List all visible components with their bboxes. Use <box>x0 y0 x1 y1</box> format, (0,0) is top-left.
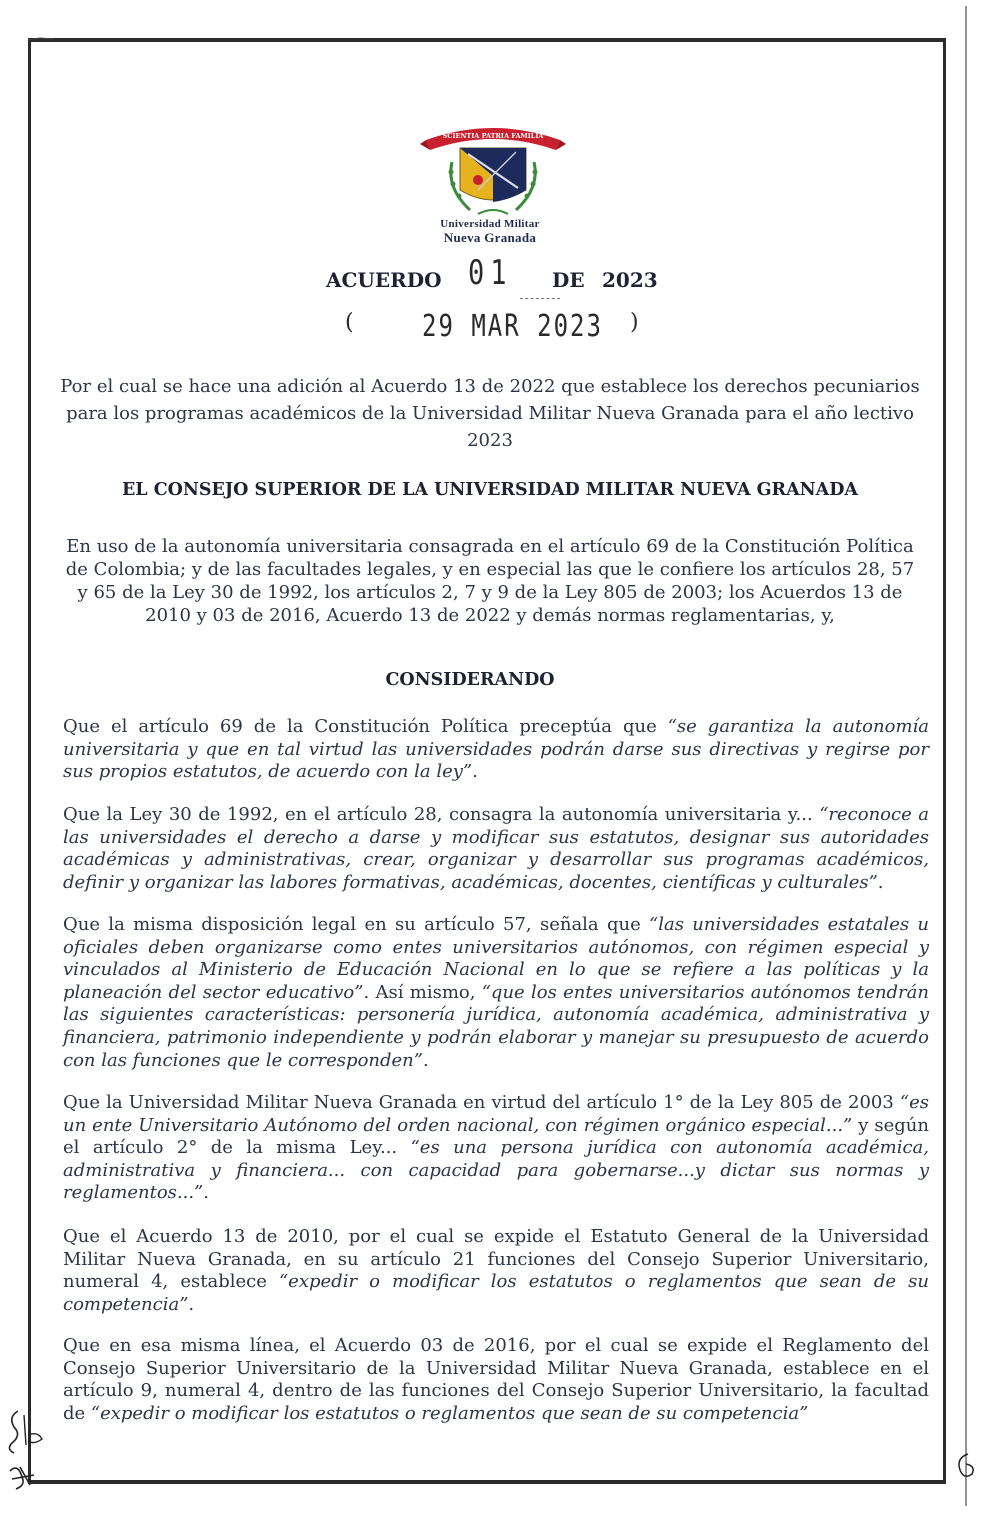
document-subject: Por el cual se hace una adición al Acuerdo 13 de 2022 que establece los derechos pecuniarios para los programas académicos de la Universidad Militar Nueva Granada para el año lectivo 2023 <box>60 376 920 451</box>
paragraph-text: Que la misma disposición legal en su artículo 57, señala que <box>63 914 650 935</box>
acuerdo-number-stamp: 01 <box>468 254 513 293</box>
paragraph-mid: y según el artículo 2° de la misma Ley... <box>63 1114 929 1159</box>
paragraph-quote: “reconoce a las universidades el derecho a darse y modificar sus estatutos, designar sus autoridades académicas y administrativas, crear, organizar y desarrollar sus programas académicos, definir y organizar las labores formativas, académicas, docentes, científicas y culturales” <box>63 804 929 893</box>
paragraph-tail: . <box>877 871 884 893</box>
paragraph-quote-2: “es una persona jurídica con autonomía académica, administrativa y financiera... con capacidad para gobernarse...y dictar sus normas y reglamentos...” <box>63 1137 929 1204</box>
paragraph-quote: “es un ente Universitario Autónomo del orden nacional, con régimen orgánico especial...” <box>63 1092 929 1136</box>
scan-mark <box>28 34 68 44</box>
paragraph-tail: . <box>472 761 478 783</box>
university-name <box>400 217 580 245</box>
university-name-line2: Nueva Granada <box>443 230 537 245</box>
paragraph-tail: . <box>422 1049 429 1071</box>
paragraph-quote: “las universidades estatales u oficiales deben organizarse como entes universitarios autónomos, con régimen especial y vinculados al Ministerio de Educación Nacional en lo que se refiere a las políticas y la planeación del sector educativo” <box>63 914 929 1003</box>
paragraph-text: Que el Acuerdo 13 de 2010, por el cual se expide el Estatuto General de la Universidad Militar Nueva Granada, en su artículo 21 funciones del Consejo Superior Universitario, numeral 4, establece <box>63 1226 929 1293</box>
paragraph-tail: . <box>203 1182 209 1204</box>
university-shield-logo <box>418 118 568 226</box>
university-name-line1: Universidad Militar <box>440 218 540 230</box>
paragraph-quote: “expedir o modificar los estatutos o reglamentos que sean de su competencia” <box>63 1271 929 1315</box>
handwritten-initials-signature <box>4 1405 46 1495</box>
date-line <box>0 308 1000 346</box>
considerando-paragraph <box>63 804 929 894</box>
date-stamp: 29 MAR 2023 <box>422 308 603 344</box>
paragraph-mid: . Así mismo, <box>363 981 482 1003</box>
acuerdo-header <box>0 254 1000 296</box>
paren-close: ) <box>630 310 639 335</box>
paragraph-text: Que en esa misma línea, el Acuerdo 03 de 2016, por el cual se expide el Reglamento del Consejo Superior Universitario de la Universidad Militar Nueva Granada, establece en el artículo 9, numeral 4, dentro de las funciones del Consejo Superior Universitario, la facultad de <box>63 1335 929 1424</box>
motto-text: SCIENTIA PATRIA FAMILIA <box>442 132 544 140</box>
paragraph-quote-2: “que los entes universitarios autónomos tendrán las siguientes características: personería jurídica, autonomía académica, administrativa y financiera, patrimonio independiente y podrán elaborar y manejar su presupuesto de acuerdo con las funciones que le corresponden” <box>63 981 929 1071</box>
considerando-paragraph <box>63 716 929 784</box>
de-label: DE <box>552 268 585 292</box>
paren-open: ( <box>345 310 354 335</box>
paragraph-text: Que el artículo 69 de la Constitución Política preceptúa que <box>63 716 668 737</box>
considerando-paragraph <box>63 1335 929 1425</box>
preamble: En uso de la autonomía universitaria consagrada en el artículo 69 de la Constitución Política de Colombia; y de las facultades legales, y en especial las que le confiere los artículos 28, 57 y 65 de la Ley 30 de 1992, los artículos 2, 7 y 9 de la Ley 805 de 2003; los Acuerdos 13 de 2010 y 03 de 2016, Acuerdo 13 de 2022 y demás normas reglamentarias, y, <box>65 536 915 626</box>
handwritten-corner-mark <box>952 1450 978 1484</box>
considerando-paragraph <box>63 1092 929 1205</box>
paragraph-text: Que la Universidad Militar Nueva Granada en virtud del artículo 1° de la Ley 805 de 2003 <box>63 1092 900 1113</box>
scan-edge-line <box>965 6 967 1506</box>
paragraph-quote: “expedir o modificar los estatutos o reglamentos que sean de su competencia” <box>90 1402 809 1424</box>
considerando-paragraph <box>63 1226 929 1316</box>
paragraph-quote: “se garantiza la autonomía universitaria y que en tal virtud las universidades podrán darse sus directivas y regirse por sus propios estatutos, de acuerdo con la ley” <box>63 716 930 783</box>
council-heading: EL CONSEJO SUPERIOR DE LA UNIVERSIDAD MILITAR NUEVA GRANADA <box>121 480 859 500</box>
acuerdo-label: ACUERDO <box>326 268 442 292</box>
paragraph-tail: . <box>188 1293 195 1315</box>
acuerdo-year: 2023 <box>602 268 658 292</box>
stamp-dash <box>520 298 560 300</box>
paragraph-text: Que la Ley 30 de 1992, en el artículo 28, consagra la autonomía universitaria y... <box>63 804 820 825</box>
considerando-heading: CONSIDERANDO <box>385 670 555 690</box>
considerando-paragraph <box>63 914 929 1072</box>
